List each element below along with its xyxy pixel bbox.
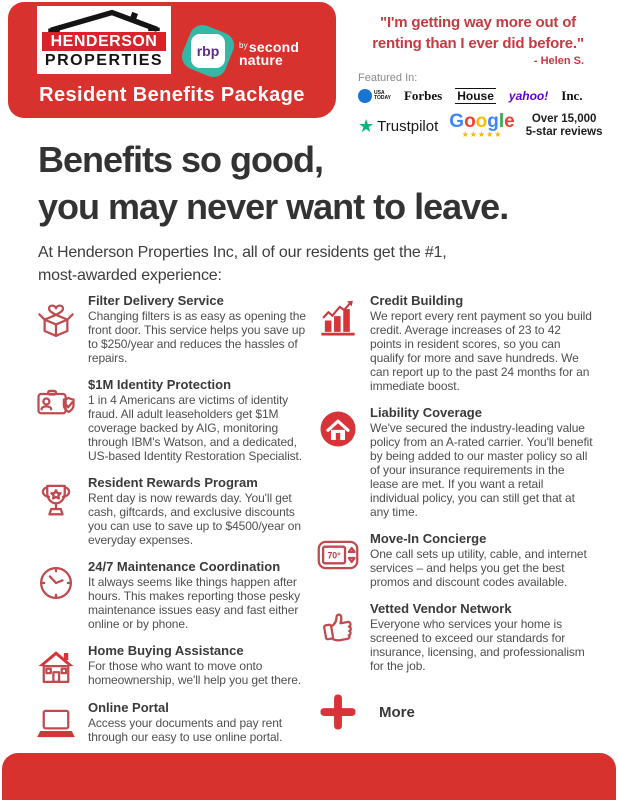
testimonial-quote [346, 12, 610, 54]
house-icon [33, 643, 79, 688]
benefit-title: Move-In Concierge [370, 531, 487, 546]
benefit-resident-rewards [33, 475, 315, 547]
bar-chart-icon [315, 293, 361, 393]
google-letter: o [464, 111, 476, 132]
benefit-liability-coverage [315, 405, 593, 519]
benefit-move-in-concierge [315, 531, 593, 589]
benefits-grid [33, 293, 593, 745]
box-heart-icon [33, 293, 79, 365]
benefit-credit-building [315, 293, 593, 393]
google-letter: e [504, 111, 515, 132]
benefit-title: Resident Rewards Program [88, 475, 258, 490]
plus-icon [315, 691, 361, 733]
laptop-icon [33, 700, 79, 745]
benefit-body: Rent day is now rewards day. You'll get cash, giftcards, and exclusive discounts you can use to save up to $4500/year on everyday expenses. [88, 491, 301, 547]
usa-today-logo [358, 89, 391, 103]
google-letter: o [475, 111, 488, 132]
benefit-title: Credit Building [370, 293, 464, 308]
reviews-line2: 5-star reviews [525, 126, 603, 138]
more-label: More [379, 703, 415, 721]
benefit-maintenance [33, 559, 315, 631]
benefits-column-right [315, 293, 593, 745]
id-card-icon [33, 377, 79, 463]
benefit-body: It always seems like things happen after hours. This makes reporting those pesky maintenance issues easy and fast either online or by phone. [88, 575, 300, 631]
benefit-title: $1M Identity Protection [88, 377, 232, 392]
footer-red-band [2, 753, 616, 800]
forbes-logo: Forbes [403, 88, 443, 103]
thumbs-up-icon [315, 601, 361, 673]
benefit-vetted-vendor [315, 601, 593, 673]
usa-today-line2: TODAY [374, 95, 391, 101]
brand-header-block [8, 2, 336, 118]
trophy-icon [33, 475, 79, 547]
benefit-more [315, 691, 593, 733]
logo-text-properties: PROPERTIES [44, 52, 164, 69]
second-nature-logo [239, 39, 299, 67]
logo-text-henderson: HENDERSON [42, 32, 166, 51]
trustpilot-star-icon: ★ [358, 116, 375, 136]
inc-logo: Inc. [561, 88, 583, 103]
press-logos-row [358, 88, 610, 104]
reviews-count [526, 113, 603, 139]
benefit-body: 1 in 4 Americans are victims of identity fraud. All adult leaseholders get $1M coverage backed by AIG, monitoring through IBM's Watson, and a dedicated, US-based Identity Restoration Specialist. [88, 393, 303, 463]
second-nature-line2: nature [239, 52, 283, 68]
headline-line1: Benefits so good, [38, 139, 324, 180]
intro-line1: At Henderson Properties Inc, all of our residents get the #1, [38, 244, 447, 261]
benefit-title: Filter Delivery Service [88, 293, 224, 308]
rbp-label: rbp [191, 34, 225, 68]
yahoo-logo: yahoo! [508, 89, 549, 103]
reviews-line1: Over 15,000 [531, 113, 597, 125]
roof-icon [42, 9, 166, 32]
benefit-title: Liability Coverage [370, 405, 482, 420]
featured-in-section [346, 72, 610, 139]
benefit-body: We report every rent payment so you build credit. Average increases of 23 to 42 points in resident scores, so you can qualify for more and save hundreds. We can report up to the past 24 months for an immediate boost. [370, 309, 592, 393]
quote-line2: renting than I ever did before." [372, 35, 584, 52]
intro-paragraph [38, 241, 446, 287]
benefit-body: One call sets up utility, cable, and internet services – and helps you get the best promos and discount codes available. [370, 547, 587, 589]
usa-today-circle-icon [358, 89, 372, 103]
benefit-identity-protection [33, 377, 315, 463]
benefit-online-portal [33, 700, 315, 745]
thermostat-temp: 70° [327, 550, 341, 561]
trustpilot-label: Trustpilot [377, 117, 439, 135]
benefit-title: Online Portal [88, 700, 169, 715]
benefit-filter-delivery [33, 293, 315, 365]
testimonial-block [346, 12, 610, 139]
henderson-properties-logo [37, 6, 171, 74]
quote-attribution: - Helen S. [533, 55, 584, 67]
thermostat-icon [315, 531, 361, 589]
benefit-body: For those who want to move onto homeownership, we'll help you get there. [88, 659, 302, 687]
rbp-logo [185, 28, 231, 74]
house-beautiful-logo: House [457, 89, 494, 103]
google-letter: G [449, 111, 465, 132]
benefit-title: 24/7 Maintenance Coordination [88, 559, 281, 574]
second-nature-by: by [239, 41, 248, 50]
benefit-home-buying [33, 643, 315, 688]
banner-title: Resident Benefits Package [39, 84, 305, 106]
benefit-body: Everyone who services your home is screened to exceed our standards for insurance, licensing, and professionalism for the job. [370, 617, 585, 673]
benefit-title: Vetted Vendor Network [370, 601, 512, 616]
google-letter: g [487, 111, 499, 132]
usa-today-line1: USA [374, 90, 385, 96]
headline-line2: you may never want to leave. [38, 186, 509, 227]
second-nature-line1: second [248, 39, 300, 55]
benefit-body: Changing filters is as easy as opening the front door. This service helps you save up to $250/year and reduces the hassles of repairs. [88, 309, 306, 365]
benefits-column-left [33, 293, 315, 745]
page-headline [38, 136, 508, 230]
clock-icon [33, 559, 79, 631]
benefit-title: Home Buying Assistance [88, 643, 244, 658]
featured-in-label: Featured In: [358, 72, 418, 84]
google-stars-icon: ★★★★★ [461, 130, 503, 139]
quote-line1: "I'm getting way more out of [380, 14, 576, 31]
intro-line2: most-awarded experience: [38, 267, 222, 284]
benefit-body: We've secured the industry-leading value policy from an A-rated carrier. You'll benefit by being added to our master policy so all of your insurance requirements in the lease are met. If you want a retail individual policy, you can still get that at any time. [370, 421, 593, 519]
benefit-body: Access your documents and pay rent through our easy to use online portal. [88, 716, 283, 744]
trustpilot-logo [358, 117, 438, 135]
google-letter: l [498, 111, 505, 132]
circle-house-icon [315, 405, 361, 519]
